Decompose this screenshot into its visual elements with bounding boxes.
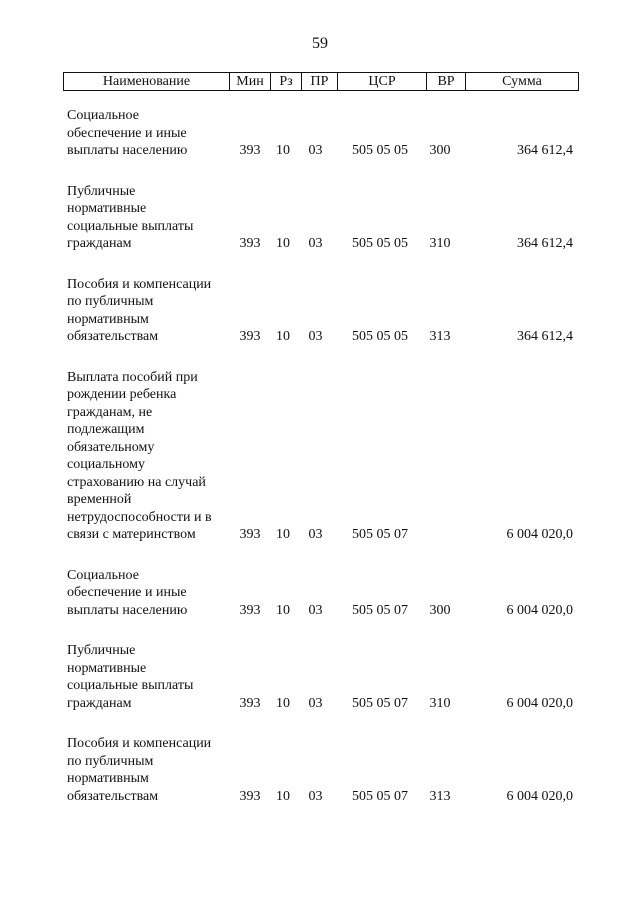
- row-csr: 505 05 07: [352, 788, 408, 804]
- row-sum: 364 612,4: [517, 329, 573, 344]
- row-sum: 6 004 020,0: [506, 788, 573, 804]
- table-row: [63, 735, 577, 805]
- row-min: 393: [239, 695, 261, 711]
- row-vr: 313: [429, 329, 451, 344]
- row-pr: 03: [308, 788, 323, 804]
- row-min: 393: [239, 329, 261, 344]
- row-rz: 10: [276, 236, 290, 251]
- table-row: [63, 369, 577, 544]
- row-min: 393: [239, 602, 261, 618]
- row-rz: 10: [276, 788, 290, 804]
- page-number: 59: [312, 35, 328, 52]
- row-name-line: связи с материнством: [67, 527, 196, 542]
- row-sum: 364 612,4: [517, 236, 573, 251]
- row-vr: 300: [429, 602, 451, 618]
- row-csr: 505 05 05: [352, 329, 408, 344]
- row-name-line: обеспечение и иные: [67, 585, 187, 600]
- row-name: [63, 642, 228, 712]
- row-name-line: нормативным: [67, 771, 149, 786]
- row-min: 393: [239, 788, 261, 804]
- table-row: [63, 276, 577, 346]
- row-name-line: социальные выплаты: [67, 218, 194, 234]
- row-name-line: нетрудоспособности и в: [67, 509, 212, 525]
- row-name-line: Публичные: [67, 643, 136, 658]
- row-name-line: по публичным: [67, 294, 154, 309]
- row-pr: 03: [308, 602, 323, 618]
- row-name-line: подлежащим: [67, 422, 145, 437]
- row-csr: 505 05 07: [352, 602, 408, 618]
- row-name-line: рождении ребенка: [67, 387, 177, 402]
- row-sum: 364 612,4: [517, 143, 573, 158]
- row-name-line: по публичным: [67, 753, 154, 769]
- row-name-line: Пособия и компенсации: [67, 276, 212, 292]
- header-pr: ПР: [301, 73, 337, 90]
- table-row: [63, 642, 577, 712]
- table-row: [63, 567, 577, 620]
- row-name-line: гражданам: [67, 695, 132, 711]
- row-name-line: нормативным: [67, 311, 149, 327]
- row-name-line: выплаты населению: [67, 602, 188, 618]
- row-vr: 310: [429, 236, 451, 251]
- header-min: Мин: [229, 73, 270, 90]
- table-row: [63, 107, 577, 160]
- header-name: Наименование: [102, 74, 191, 89]
- row-vr: 300: [429, 143, 451, 158]
- row-pr: 03: [308, 236, 323, 251]
- row-name-line: обязательному: [67, 439, 155, 455]
- row-pr: 03: [308, 527, 323, 542]
- row-rz: 10: [276, 695, 290, 711]
- row-name: [63, 107, 228, 160]
- row-vr: 310: [429, 695, 451, 711]
- row-csr: 505 05 07: [352, 695, 408, 711]
- row-name-line: Социальное: [67, 567, 139, 583]
- row-name: [63, 183, 228, 253]
- row-rz: 10: [276, 602, 290, 618]
- table-row: [63, 183, 577, 253]
- row-name-line: гражданам: [67, 236, 132, 251]
- row-min: 393: [239, 527, 261, 542]
- header-sum: Сумма: [465, 73, 578, 90]
- row-name-line: Публичные: [67, 183, 136, 199]
- row-vr: 313: [429, 788, 451, 804]
- row-pr: 03: [308, 329, 323, 344]
- row-name-line: Выплата пособий при: [67, 369, 198, 385]
- header-vr: ВР: [426, 73, 465, 90]
- row-csr: 505 05 05: [352, 236, 408, 251]
- row-name-line: обязательствам: [67, 788, 159, 804]
- row-name-line: временной: [67, 492, 132, 507]
- row-name: [63, 276, 228, 346]
- row-min: 393: [239, 143, 261, 158]
- row-min: 393: [239, 236, 261, 251]
- row-rz: 10: [276, 527, 290, 542]
- row-sum: 6 004 020,0: [506, 602, 573, 618]
- row-name: [63, 735, 228, 805]
- row-name-line: обязательствам: [67, 329, 159, 344]
- row-csr: 505 05 07: [352, 527, 408, 542]
- table-body: [63, 107, 577, 805]
- row-rz: 10: [276, 329, 290, 344]
- row-name: [63, 369, 228, 544]
- table-header: [63, 72, 579, 91]
- row-pr: 03: [308, 695, 323, 711]
- row-name-line: Пособия и компенсации: [67, 736, 212, 751]
- header-csr: ЦСР: [337, 73, 426, 90]
- row-name-line: гражданам, не: [67, 404, 153, 420]
- row-name-line: нормативные: [67, 201, 147, 216]
- row-name-line: страхованию на случай: [67, 474, 206, 490]
- row-name-line: выплаты населению: [67, 143, 188, 158]
- row-name-line: обеспечение и иные: [67, 125, 187, 141]
- row-name-line: нормативные: [67, 660, 147, 676]
- row-sum: 6 004 020,0: [506, 695, 573, 711]
- row-sum: 6 004 020,0: [506, 527, 573, 542]
- row-pr: 03: [308, 143, 323, 158]
- row-rz: 10: [276, 143, 290, 158]
- row-name-line: социальному: [67, 457, 145, 472]
- row-name: [63, 567, 228, 620]
- header-rz: Рз: [270, 73, 301, 90]
- row-name-line: Социальное: [67, 108, 139, 123]
- row-name-line: социальные выплаты: [67, 678, 194, 693]
- row-csr: 505 05 05: [352, 143, 408, 158]
